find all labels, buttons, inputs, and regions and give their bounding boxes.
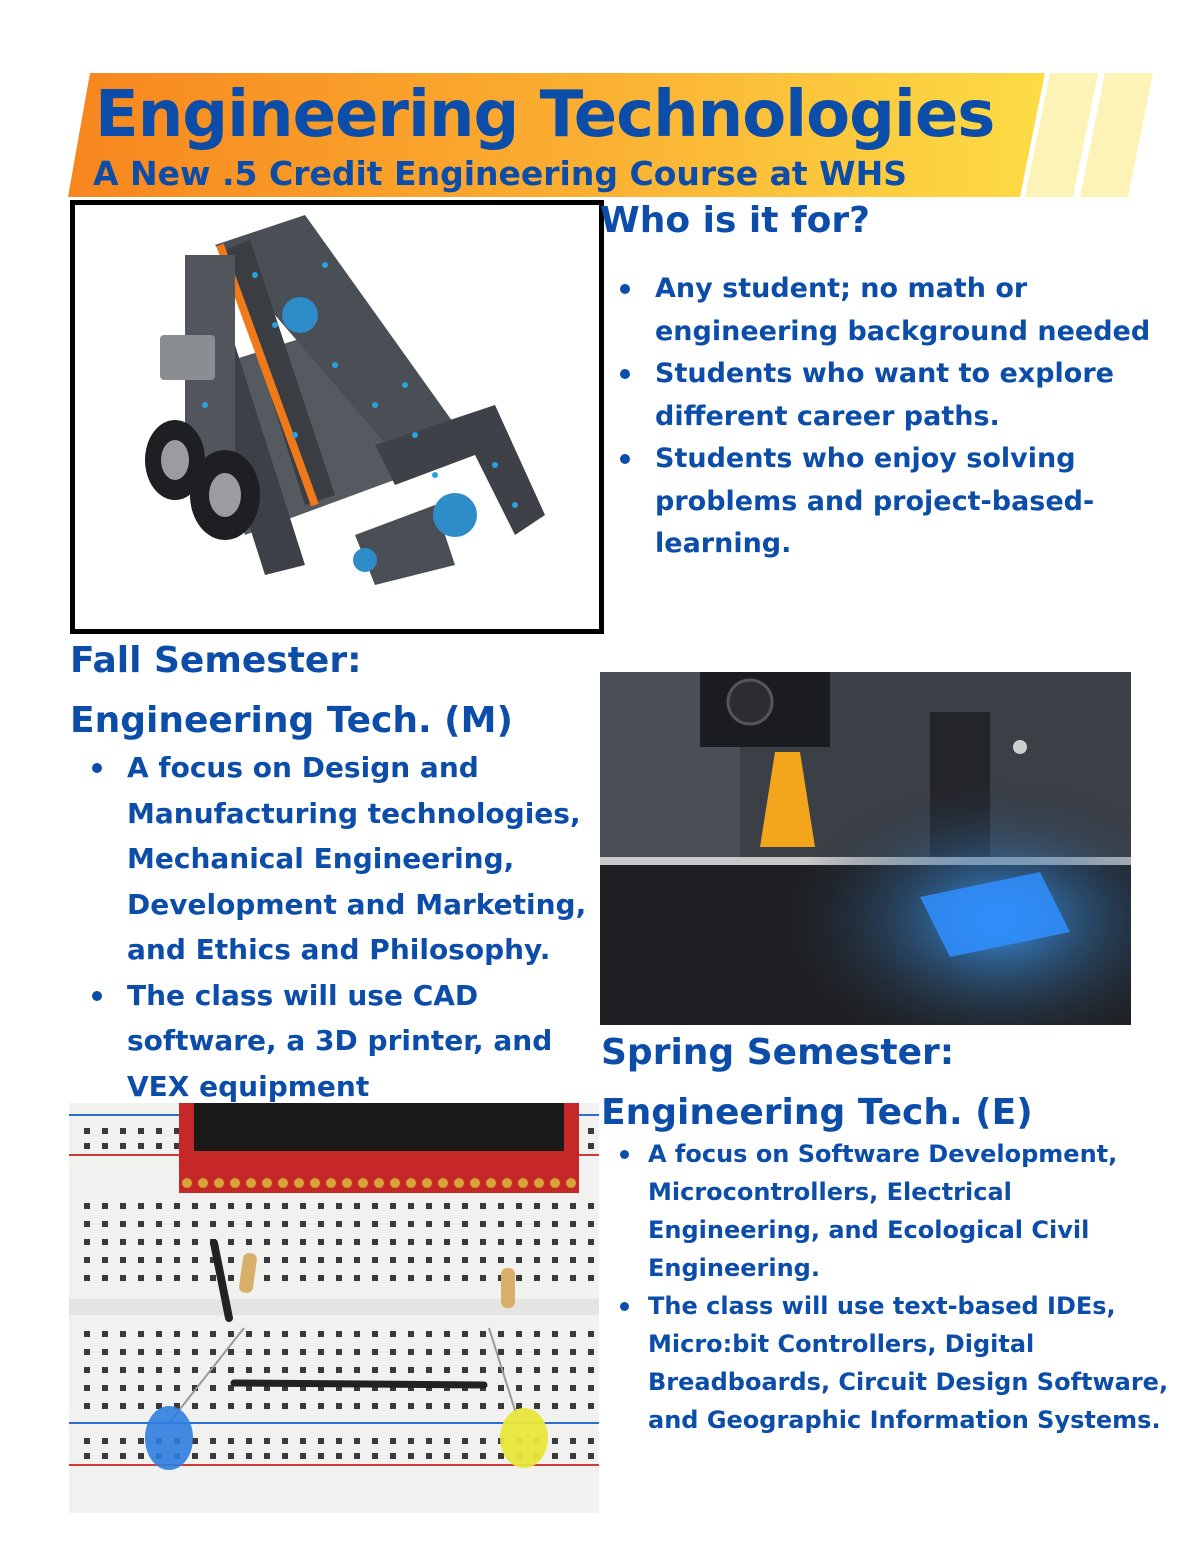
list-item: Students who want to explore different career paths. — [620, 353, 1180, 438]
list-item: A focus on Design and Manufacturing technologies, Mechanical Engineering, Development and Marketing, and Ethics and Philosophy. — [92, 745, 602, 973]
robot-image — [70, 200, 604, 634]
spring-heading — [601, 1027, 1033, 1139]
list-item: The class will use CAD software, a 3D printer, and VEX equipment — [92, 973, 602, 1110]
list-item: The class will use text-based IDEs, Micro:bit Controllers, Digital Breadboards, Circuit Design Software, and Geographic Information Systems. — [620, 1287, 1180, 1439]
spring-heading-line1: Spring Semester: — [601, 1032, 955, 1073]
list-item: A focus on Software Development, Microcontrollers, Electrical Engineering, and Ecological Civil Engineering. — [620, 1135, 1180, 1287]
breadboard-image — [69, 1103, 599, 1513]
vex-robot-illustration — [75, 205, 599, 629]
page-title: Engineering Technologies — [95, 78, 995, 152]
who-list — [620, 268, 1180, 566]
spring-heading-line2: Engineering Tech. (E) — [601, 1092, 1033, 1133]
fall-heading — [70, 635, 513, 747]
who-heading: Who is it for? — [600, 200, 871, 241]
fall-heading-line2: Engineering Tech. (M) — [70, 700, 513, 741]
breadboard-illustration — [69, 1103, 599, 1513]
fall-list — [92, 745, 602, 1109]
3d-printer-illustration — [600, 672, 1131, 1025]
list-item: Any student; no math or engineering background needed — [620, 268, 1180, 353]
spring-list — [620, 1135, 1180, 1439]
page-subtitle: A New .5 Credit Engineering Course at WHS — [93, 154, 907, 193]
printer-image — [600, 672, 1131, 1025]
list-item: Students who enjoy solving problems and project-based-learning. — [620, 438, 1180, 566]
fall-heading-line1: Fall Semester: — [70, 640, 362, 681]
